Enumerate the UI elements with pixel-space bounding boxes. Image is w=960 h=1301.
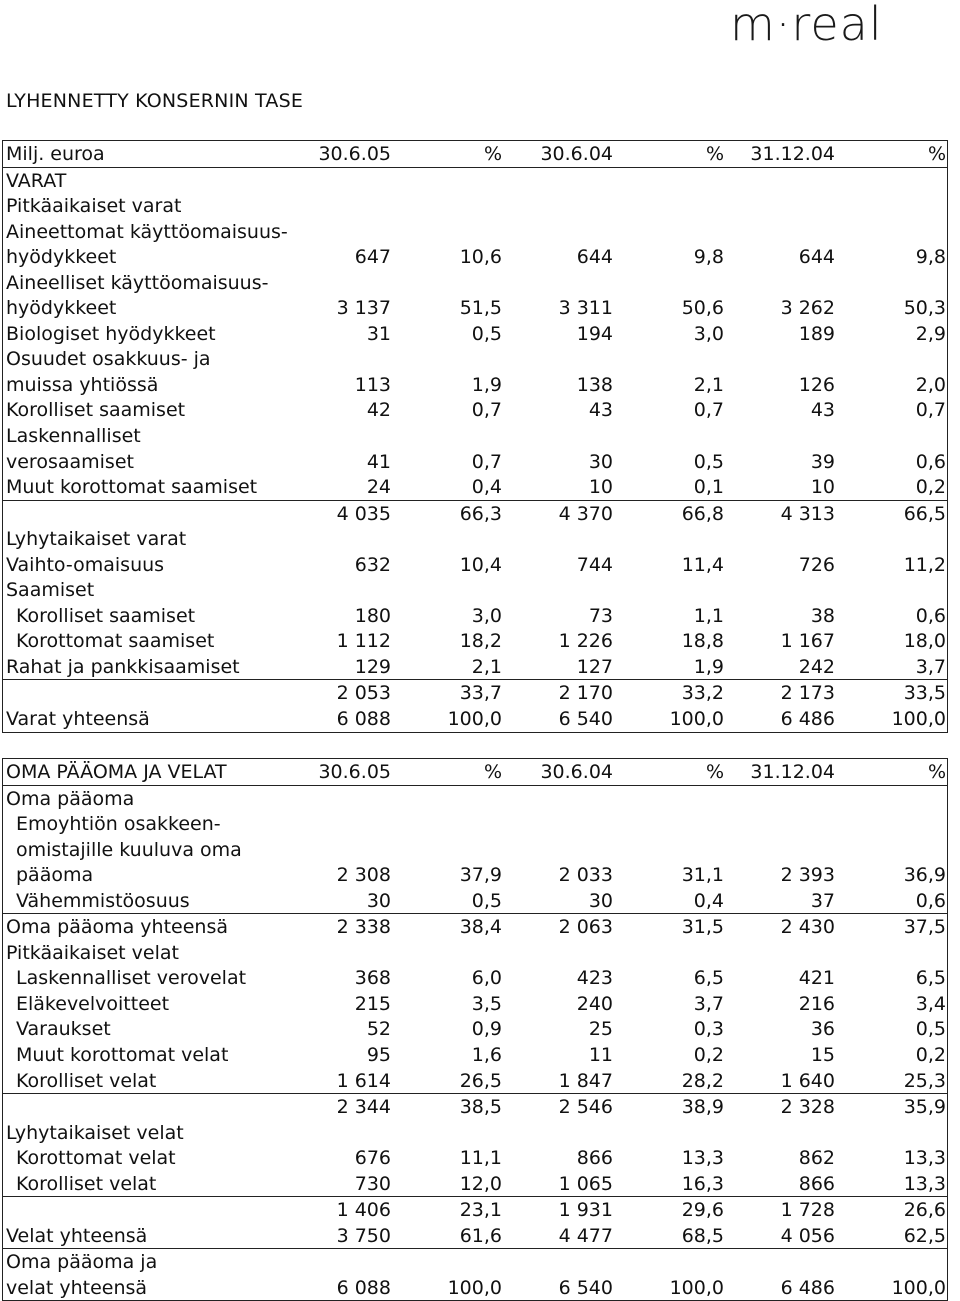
row-label: Oma pääoma ja	[6, 1251, 158, 1274]
cell-value: 38	[810, 604, 835, 627]
cell-value: 62,5	[903, 1224, 946, 1247]
cell-value: 6,5	[915, 967, 946, 990]
page-title: LYHENNETTY KONSERNIN TASE	[6, 90, 304, 112]
cell-value: 862	[798, 1147, 835, 1170]
cell-value: 13,3	[681, 1147, 724, 1170]
cell-value: 2,9	[915, 322, 946, 345]
cell-value: 632	[354, 553, 391, 576]
row-label: Osuudet osakkuus- ja	[6, 348, 211, 371]
table-row	[3, 526, 947, 552]
cell-value: 0,4	[471, 476, 502, 499]
cell-value: 4 477	[558, 1224, 613, 1247]
cell-value: 6 540	[558, 708, 613, 731]
cell-value: 423	[576, 967, 613, 990]
table-row	[3, 552, 947, 578]
cell-value: 25,3	[903, 1069, 946, 1092]
cell-value: 1,6	[471, 1044, 502, 1067]
cell-value: 6 486	[780, 1276, 835, 1299]
cell-value: 0,7	[471, 450, 502, 473]
row-label: Lyhytaikaiset velat	[6, 1121, 184, 1144]
cell-value: 3,7	[915, 655, 946, 678]
cell-value: 0,6	[915, 450, 946, 473]
cell-value: 6,0	[471, 967, 502, 990]
row-label: hyödykkeet	[6, 297, 117, 320]
cell-value: 36,9	[903, 864, 946, 887]
cell-value: 25	[588, 1018, 613, 1041]
cell-value: 73	[588, 604, 613, 627]
cell-value: 1 640	[780, 1069, 835, 1092]
cell-value: 4 313	[780, 502, 835, 525]
row-label: Korolliset saamiset	[16, 604, 196, 627]
row-label: Korolliset velat	[16, 1069, 157, 1092]
cell-value: 38,4	[459, 916, 502, 939]
header-col: 31.12.04	[750, 143, 835, 165]
cell-value: 51,5	[459, 297, 502, 320]
cell-value: 42	[366, 399, 391, 422]
subtotal-row	[3, 1196, 947, 1223]
cell-value: 2 344	[336, 1096, 391, 1119]
table-row	[3, 474, 947, 500]
table-row	[3, 706, 947, 732]
row-label: Laskennalliset verovelat	[16, 967, 247, 990]
row-label: Velat yhteensä	[6, 1224, 148, 1247]
row-label: Oma pääoma yhteensä	[6, 916, 229, 939]
cell-value: 0,6	[915, 889, 946, 912]
cell-value: 61,6	[459, 1224, 502, 1247]
cell-value: 3 750	[336, 1224, 391, 1247]
equity-liabilities-table	[2, 758, 948, 1301]
cell-value: 16,3	[681, 1172, 724, 1195]
table-row	[3, 1042, 947, 1068]
cell-value: 2,1	[693, 373, 724, 396]
header-col: %	[483, 143, 502, 165]
header-col: %	[705, 143, 724, 165]
cell-value: 29,6	[681, 1199, 724, 1222]
table-row	[3, 1068, 947, 1094]
cell-value: 26,5	[459, 1069, 502, 1092]
cell-value: 41	[366, 450, 391, 473]
cell-value: 31	[366, 322, 391, 345]
cell-value: 2 393	[780, 864, 835, 887]
row-label: hyödykkeet	[6, 246, 117, 269]
m-real-logo	[730, 4, 956, 44]
cell-value: 0,6	[915, 604, 946, 627]
cell-value: 11	[588, 1044, 613, 1067]
cell-value: 113	[354, 373, 391, 396]
row-label: Eläkevelvoitteet	[16, 992, 170, 1015]
cell-value: 0,5	[693, 450, 724, 473]
cell-value: 2 546	[558, 1096, 613, 1119]
cell-value: 38,5	[459, 1096, 502, 1119]
cell-value: 31,1	[681, 864, 724, 887]
table-row	[3, 811, 947, 837]
subtotal-row	[3, 500, 947, 527]
table-row	[3, 397, 947, 423]
cell-value: 127	[576, 655, 613, 678]
table-row	[3, 346, 947, 372]
cell-value: 33,7	[459, 682, 502, 705]
row-label: pääoma	[16, 864, 94, 887]
row-label: Aineelliset käyttöomaisuus-	[6, 271, 269, 294]
row-label: Pitkäaikaiset velat	[6, 941, 179, 964]
table-row	[3, 423, 947, 449]
cell-value: 1,9	[693, 655, 724, 678]
table-row	[3, 837, 947, 863]
cell-value: 0,2	[915, 1044, 946, 1067]
cell-value: 242	[798, 655, 835, 678]
cell-value: 9,8	[915, 246, 946, 269]
cell-value: 100,0	[669, 1276, 724, 1299]
cell-value: 644	[798, 246, 835, 269]
cell-value: 35,9	[903, 1096, 946, 1119]
table-row	[3, 1248, 947, 1275]
table-row	[3, 940, 947, 966]
cell-value: 6,5	[693, 967, 724, 990]
row-label: Lyhytaikaiset varat	[6, 528, 187, 551]
cell-value: 37,5	[903, 916, 946, 939]
cell-value: 2 033	[558, 864, 613, 887]
row-label: Muut korottomat saamiset	[6, 476, 258, 499]
cell-value: 11,1	[459, 1147, 502, 1170]
cell-value: 10,6	[459, 246, 502, 269]
cell-value: 0,5	[915, 1018, 946, 1041]
cell-value: 0,9	[471, 1018, 502, 1041]
table-row	[3, 244, 947, 270]
cell-value: 1 406	[336, 1199, 391, 1222]
cell-value: 3,4	[915, 992, 946, 1015]
table-row	[3, 1145, 947, 1171]
cell-value: 2 328	[780, 1096, 835, 1119]
row-label: Oma pääoma	[6, 787, 135, 810]
cell-value: 3,5	[471, 992, 502, 1015]
cell-value: 23,1	[459, 1199, 502, 1222]
cell-value: 744	[576, 553, 613, 576]
cell-value: 30	[588, 450, 613, 473]
header-label: OMA PÄÄOMA JA VELAT	[6, 761, 227, 783]
cell-value: 216	[798, 992, 835, 1015]
cell-value: 3,7	[693, 992, 724, 1015]
cell-value: 2,1	[471, 655, 502, 678]
cell-value: 1 167	[780, 630, 835, 653]
cell-value: 0,7	[693, 399, 724, 422]
cell-value: 18,0	[903, 630, 946, 653]
cell-value: 37,9	[459, 864, 502, 887]
header-col: 31.12.04	[750, 761, 835, 783]
cell-value: 26,6	[903, 1199, 946, 1222]
cell-value: 1 847	[558, 1069, 613, 1092]
cell-value: 2 430	[780, 916, 835, 939]
table-row	[3, 991, 947, 1017]
row-label: Korottomat saamiset	[16, 630, 215, 653]
table-row	[3, 1275, 947, 1301]
cell-value: 3,0	[471, 604, 502, 627]
row-label: Korolliset saamiset	[6, 399, 186, 422]
row-label: muissa yhtiössä	[6, 373, 159, 396]
cell-value: 194	[576, 322, 613, 345]
table-header	[3, 141, 947, 168]
table-row	[3, 654, 947, 680]
cell-value: 3 137	[336, 297, 391, 320]
cell-value: 24	[366, 476, 391, 499]
header-col: 30.6.04	[540, 761, 613, 783]
cell-value: 11,4	[681, 553, 724, 576]
row-label: Vaihto-omaisuus	[6, 553, 165, 576]
cell-value: 1 728	[780, 1199, 835, 1222]
cell-value: 33,5	[903, 682, 946, 705]
cell-value: 6 540	[558, 1276, 613, 1299]
cell-value: 100,0	[447, 708, 502, 731]
cell-value: 38,9	[681, 1096, 724, 1119]
assets-table	[2, 140, 948, 733]
table-header	[3, 759, 947, 786]
cell-value: 1,1	[693, 604, 724, 627]
table-row	[3, 449, 947, 475]
cell-value: 730	[354, 1172, 391, 1195]
cell-value: 30	[366, 889, 391, 912]
table-row	[3, 219, 947, 245]
row-label: Laskennalliset	[6, 425, 141, 448]
cell-value: 866	[576, 1147, 613, 1170]
cell-value: 50,3	[903, 297, 946, 320]
table-row	[3, 1120, 947, 1146]
cell-value: 1 112	[336, 630, 391, 653]
cell-value: 10,4	[459, 553, 502, 576]
table-row	[3, 628, 947, 654]
cell-value: 240	[576, 992, 613, 1015]
logo-text: m·real	[730, 4, 883, 44]
cell-value: 10	[588, 476, 613, 499]
cell-value: 1 614	[336, 1069, 391, 1092]
cell-value: 12,0	[459, 1172, 502, 1195]
row-label: Varat yhteensä	[6, 708, 150, 731]
row-label: Aineettomat käyttöomaisuus-	[6, 220, 288, 243]
header-col: %	[483, 761, 502, 783]
table-row	[3, 577, 947, 603]
header-col: %	[705, 761, 724, 783]
cell-value: 0,5	[471, 889, 502, 912]
cell-value: 100,0	[669, 708, 724, 731]
cell-value: 180	[354, 604, 391, 627]
cell-value: 215	[354, 992, 391, 1015]
cell-value: 2 173	[780, 682, 835, 705]
cell-value: 31,5	[681, 916, 724, 939]
cell-value: 2 053	[336, 682, 391, 705]
cell-value: 1 065	[558, 1172, 613, 1195]
table-row	[3, 603, 947, 629]
cell-value: 2 338	[336, 916, 391, 939]
cell-value: 52	[366, 1018, 391, 1041]
row-label: verosaamiset	[6, 450, 134, 473]
header-col: 30.6.05	[318, 761, 391, 783]
cell-value: 2 308	[336, 864, 391, 887]
cell-value: 2 063	[558, 916, 613, 939]
cell-value: 15	[810, 1044, 835, 1067]
cell-value: 9,8	[693, 246, 724, 269]
cell-value: 0,7	[471, 399, 502, 422]
table-row	[3, 888, 947, 914]
cell-value: 13,3	[903, 1147, 946, 1170]
cell-value: 30	[588, 889, 613, 912]
cell-value: 100,0	[891, 708, 946, 731]
cell-value: 726	[798, 553, 835, 576]
cell-value: 676	[354, 1147, 391, 1170]
cell-value: 0,3	[693, 1018, 724, 1041]
cell-value: 10	[810, 476, 835, 499]
header-label: Milj. euroa	[6, 143, 105, 165]
cell-value: 43	[810, 399, 835, 422]
cell-value: 66,8	[681, 502, 724, 525]
header-col: 30.6.05	[318, 143, 391, 165]
cell-value: 4 370	[558, 502, 613, 525]
cell-value: 0,4	[693, 889, 724, 912]
row-label: Muut korottomat velat	[16, 1044, 229, 1067]
row-label: omistajille kuuluva oma	[16, 838, 242, 861]
table-row	[3, 372, 947, 398]
cell-value: 39	[810, 450, 835, 473]
row-label: Saamiset	[6, 579, 95, 602]
row-label: Pitkäaikaiset varat	[6, 195, 182, 218]
row-label: velat yhteensä	[6, 1276, 148, 1299]
cell-value: 100,0	[891, 1276, 946, 1299]
cell-value: 138	[576, 373, 613, 396]
cell-value: 189	[798, 322, 835, 345]
cell-value: 11,2	[903, 553, 946, 576]
cell-value: 50,6	[681, 297, 724, 320]
cell-value: 100,0	[447, 1276, 502, 1299]
cell-value: 421	[798, 967, 835, 990]
cell-value: 129	[354, 655, 391, 678]
cell-value: 18,2	[459, 630, 502, 653]
cell-value: 66,5	[903, 502, 946, 525]
row-label: VARAT	[6, 169, 67, 192]
cell-value: 644	[576, 246, 613, 269]
table-row	[3, 965, 947, 991]
cell-value: 68,5	[681, 1224, 724, 1247]
cell-value: 1,9	[471, 373, 502, 396]
row-label: Korottomat velat	[16, 1147, 176, 1170]
header-col: 30.6.04	[540, 143, 613, 165]
cell-value: 368	[354, 967, 391, 990]
table-row	[3, 1171, 947, 1197]
row-label: Biologiset hyödykkeet	[6, 322, 216, 345]
cell-value: 0,2	[915, 476, 946, 499]
row-label: Vähemmistöosuus	[16, 889, 190, 912]
cell-value: 6 088	[336, 708, 391, 731]
header-col: %	[927, 143, 946, 165]
table-row	[3, 321, 947, 347]
cell-value: 6 088	[336, 1276, 391, 1299]
table-row	[3, 168, 947, 194]
cell-value: 126	[798, 373, 835, 396]
cell-value: 866	[798, 1172, 835, 1195]
row-label: Rahat ja pankkisaamiset	[6, 655, 240, 678]
cell-value: 0,2	[693, 1044, 724, 1067]
table-row	[3, 295, 947, 321]
cell-value: 4 056	[780, 1224, 835, 1247]
cell-value: 33,2	[681, 682, 724, 705]
cell-value: 3 311	[558, 297, 613, 320]
row-label: Varaukset	[16, 1018, 111, 1041]
cell-value: 3 262	[780, 297, 835, 320]
table-row	[3, 193, 947, 219]
cell-value: 6 486	[780, 708, 835, 731]
cell-value: 2,0	[915, 373, 946, 396]
cell-value: 36	[810, 1018, 835, 1041]
cell-value: 66,3	[459, 502, 502, 525]
cell-value: 4 035	[336, 502, 391, 525]
cell-value: 0,5	[471, 322, 502, 345]
table-row	[3, 270, 947, 296]
subtotal-row	[3, 1093, 947, 1120]
cell-value: 28,2	[681, 1069, 724, 1092]
cell-value: 95	[366, 1044, 391, 1067]
header-col: %	[927, 761, 946, 783]
cell-value: 0,1	[693, 476, 724, 499]
cell-value: 0,7	[915, 399, 946, 422]
cell-value: 37	[810, 889, 835, 912]
cell-value: 1 226	[558, 630, 613, 653]
cell-value: 43	[588, 399, 613, 422]
table-row	[3, 862, 947, 888]
table-row	[3, 913, 947, 940]
cell-value: 647	[354, 246, 391, 269]
table-row	[3, 786, 947, 812]
cell-value: 18,8	[681, 630, 724, 653]
subtotal-row	[3, 679, 947, 706]
cell-value: 3,0	[693, 322, 724, 345]
table-row	[3, 1223, 947, 1249]
row-label: Korolliset velat	[16, 1172, 157, 1195]
cell-value: 1 931	[558, 1199, 613, 1222]
cell-value: 2 170	[558, 682, 613, 705]
row-label: Emoyhtiön osakkeen-	[16, 813, 221, 836]
table-row	[3, 1016, 947, 1042]
cell-value: 13,3	[903, 1172, 946, 1195]
